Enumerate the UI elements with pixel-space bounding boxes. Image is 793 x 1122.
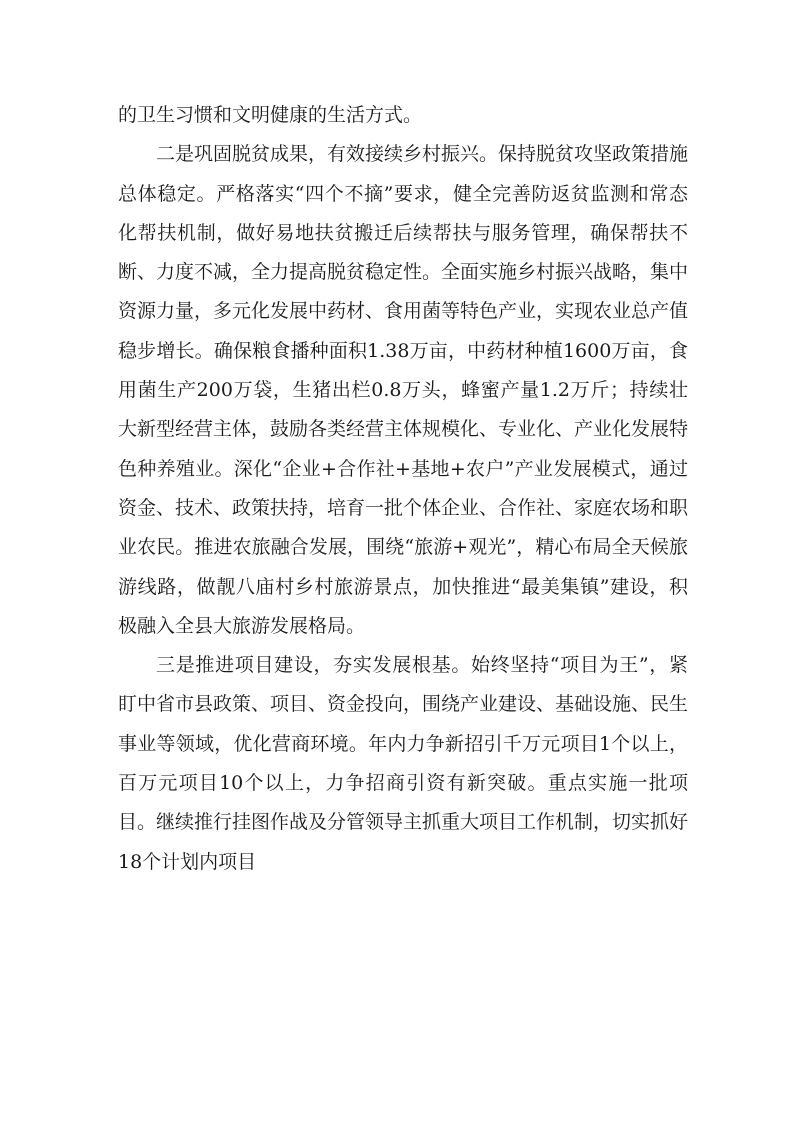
paragraph-project-construction: 三是推进项目建设，夯实发展根基。始终坚持“项目为王”，紧盯中省市县政策、项目、资金投向，围绕产业建设、基础设施、民生事业等领域，优化营商环境。年内力争新招引千万元项目1个以上，百万元项目10个以上，力争招商引资有新突破。重点实施一批项目。继续推行挂图作战及分管领导主抓重大项目工作机制，切实抓好18个计划内项目 [118,654,689,873]
document-body [118,96,688,882]
paragraph-hygiene-continuation: 的卫生习惯和文明健康的生活方式。 [118,104,423,126]
paragraph-poverty-alleviation: 二是巩固脱贫成果，有效接续乡村振兴。保持脱贫攻坚政策措施总体稳定。严格落实“四个不摘”要求，健全完善防返贫监测和常态化帮扶机制，做好易地扶贫搬迁后续帮扶与服务管理，确保帮扶不断、力度不减，全力提高脱贫稳定性。全面实施乡村振兴战略，集中资源力量，多元化发展中药材、食用菌等特色产业，实现农业总产值稳步增长。确保粮食播种面积1.38万亩，中药材种植1600万亩，食用菌生产200万袋，生猪出栏0.8万头，蜂蜜产量1.2万斤；持续壮大新型经营主体，鼓励各类经营主体规模化、专业化、产业化发展特色种养殖业。深化“企业+合作社+基地+农户”产业发展模式，通过资金、技术、政策扶持，培育一批个体企业、合作社、家庭农场和职业农民。推进农旅融合发展，围绕“旅游+观光”，精心布局全天候旅游线路，做靓八庙村乡村旅游景点，加快推进“最美集镇”建设，积极融入全县大旅游发展格局。 [118,143,689,637]
